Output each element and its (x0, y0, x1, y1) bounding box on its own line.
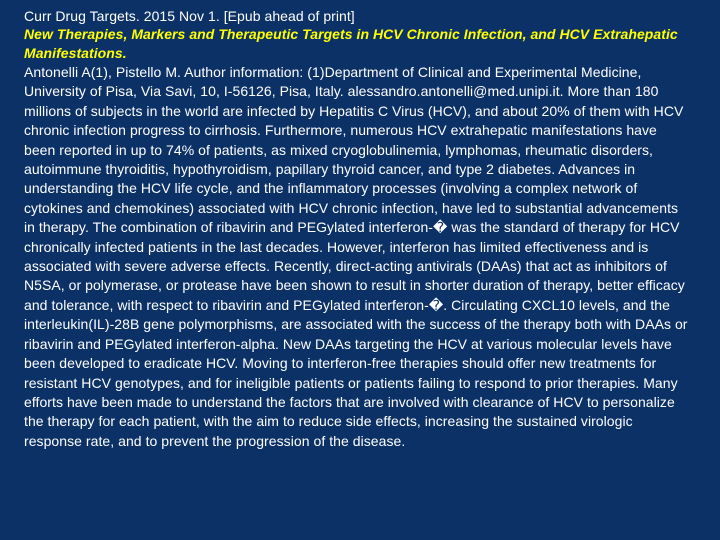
article-title: New Therapies, Markers and Therapeutic Targets in HCV Chronic Infection, and HCV Extrahepatic Manifestations. (24, 26, 678, 61)
journal-citation: Curr Drug Targets. 2015 Nov 1. [Epub ahead of print] (24, 8, 355, 24)
abstract-slide (24, 7, 692, 451)
abstract-text: Antonelli A(1), Pistello M. Author information: (1)Department of Clinical and Experimental Medicine, University of Pisa, Via Savi, 10, I-56126, Pisa, Italy. alessandro.antonelli@med.unipi.it. More than 180 millions of subjects in the world are infected by Hepatitis C Virus (HCV), and about 20% of them with HCV chronic infection progress to cirrhosis. Furthermore, numerous HCV extrahepatic manifestations have been reported in up to 74% of patients, as mixed cryoglobulinemia, lymphomas, rheumatic disorders, autoimmune thyroiditis, hypothyroidism, papillary thyroid cancer, and type 2 diabetes. Advances in understanding the HCV life cycle, and the inflammatory processes (involving a complex network of cytokines and chemokines) associated with HCV chronic infection, have led to substantial advancements in therapy. The combination of ribavirin and PEGylated interferon-� was the standard of therapy for HCV chronically infected patients in the last decades. However, interferon has limited effectiveness and is associated with severe adverse effects. Recently, direct-acting antivirals (DAAs) that act as inhibitors of N5SA, or polymerase, or protease have been shown to result in shorter duration of therapy, better efficacy and tolerance, with respect to ribavirin and PEGylated interferon-�. Circulating CXCL10 levels, and the interleukin(IL)-28B gene polymorphisms, are associated with the success of the therapy both with DAAs or ribavirin and PEGylated interferon-alpha. New DAAs targeting the HCV at various molecular levels have been developed to eradicate HCV. Moving to interferon-free therapies should offer new treatments for resistant HCV genotypes, and for ineligible patients or patients failing to respond to prior therapies. Many efforts have been made to understand the factors that are involved with clearance of HCV to personalize the therapy for each patient, with the aim to reduce side effects, increasing the sustained virologic response rate, and to prevent the progression of the disease. (24, 64, 688, 449)
